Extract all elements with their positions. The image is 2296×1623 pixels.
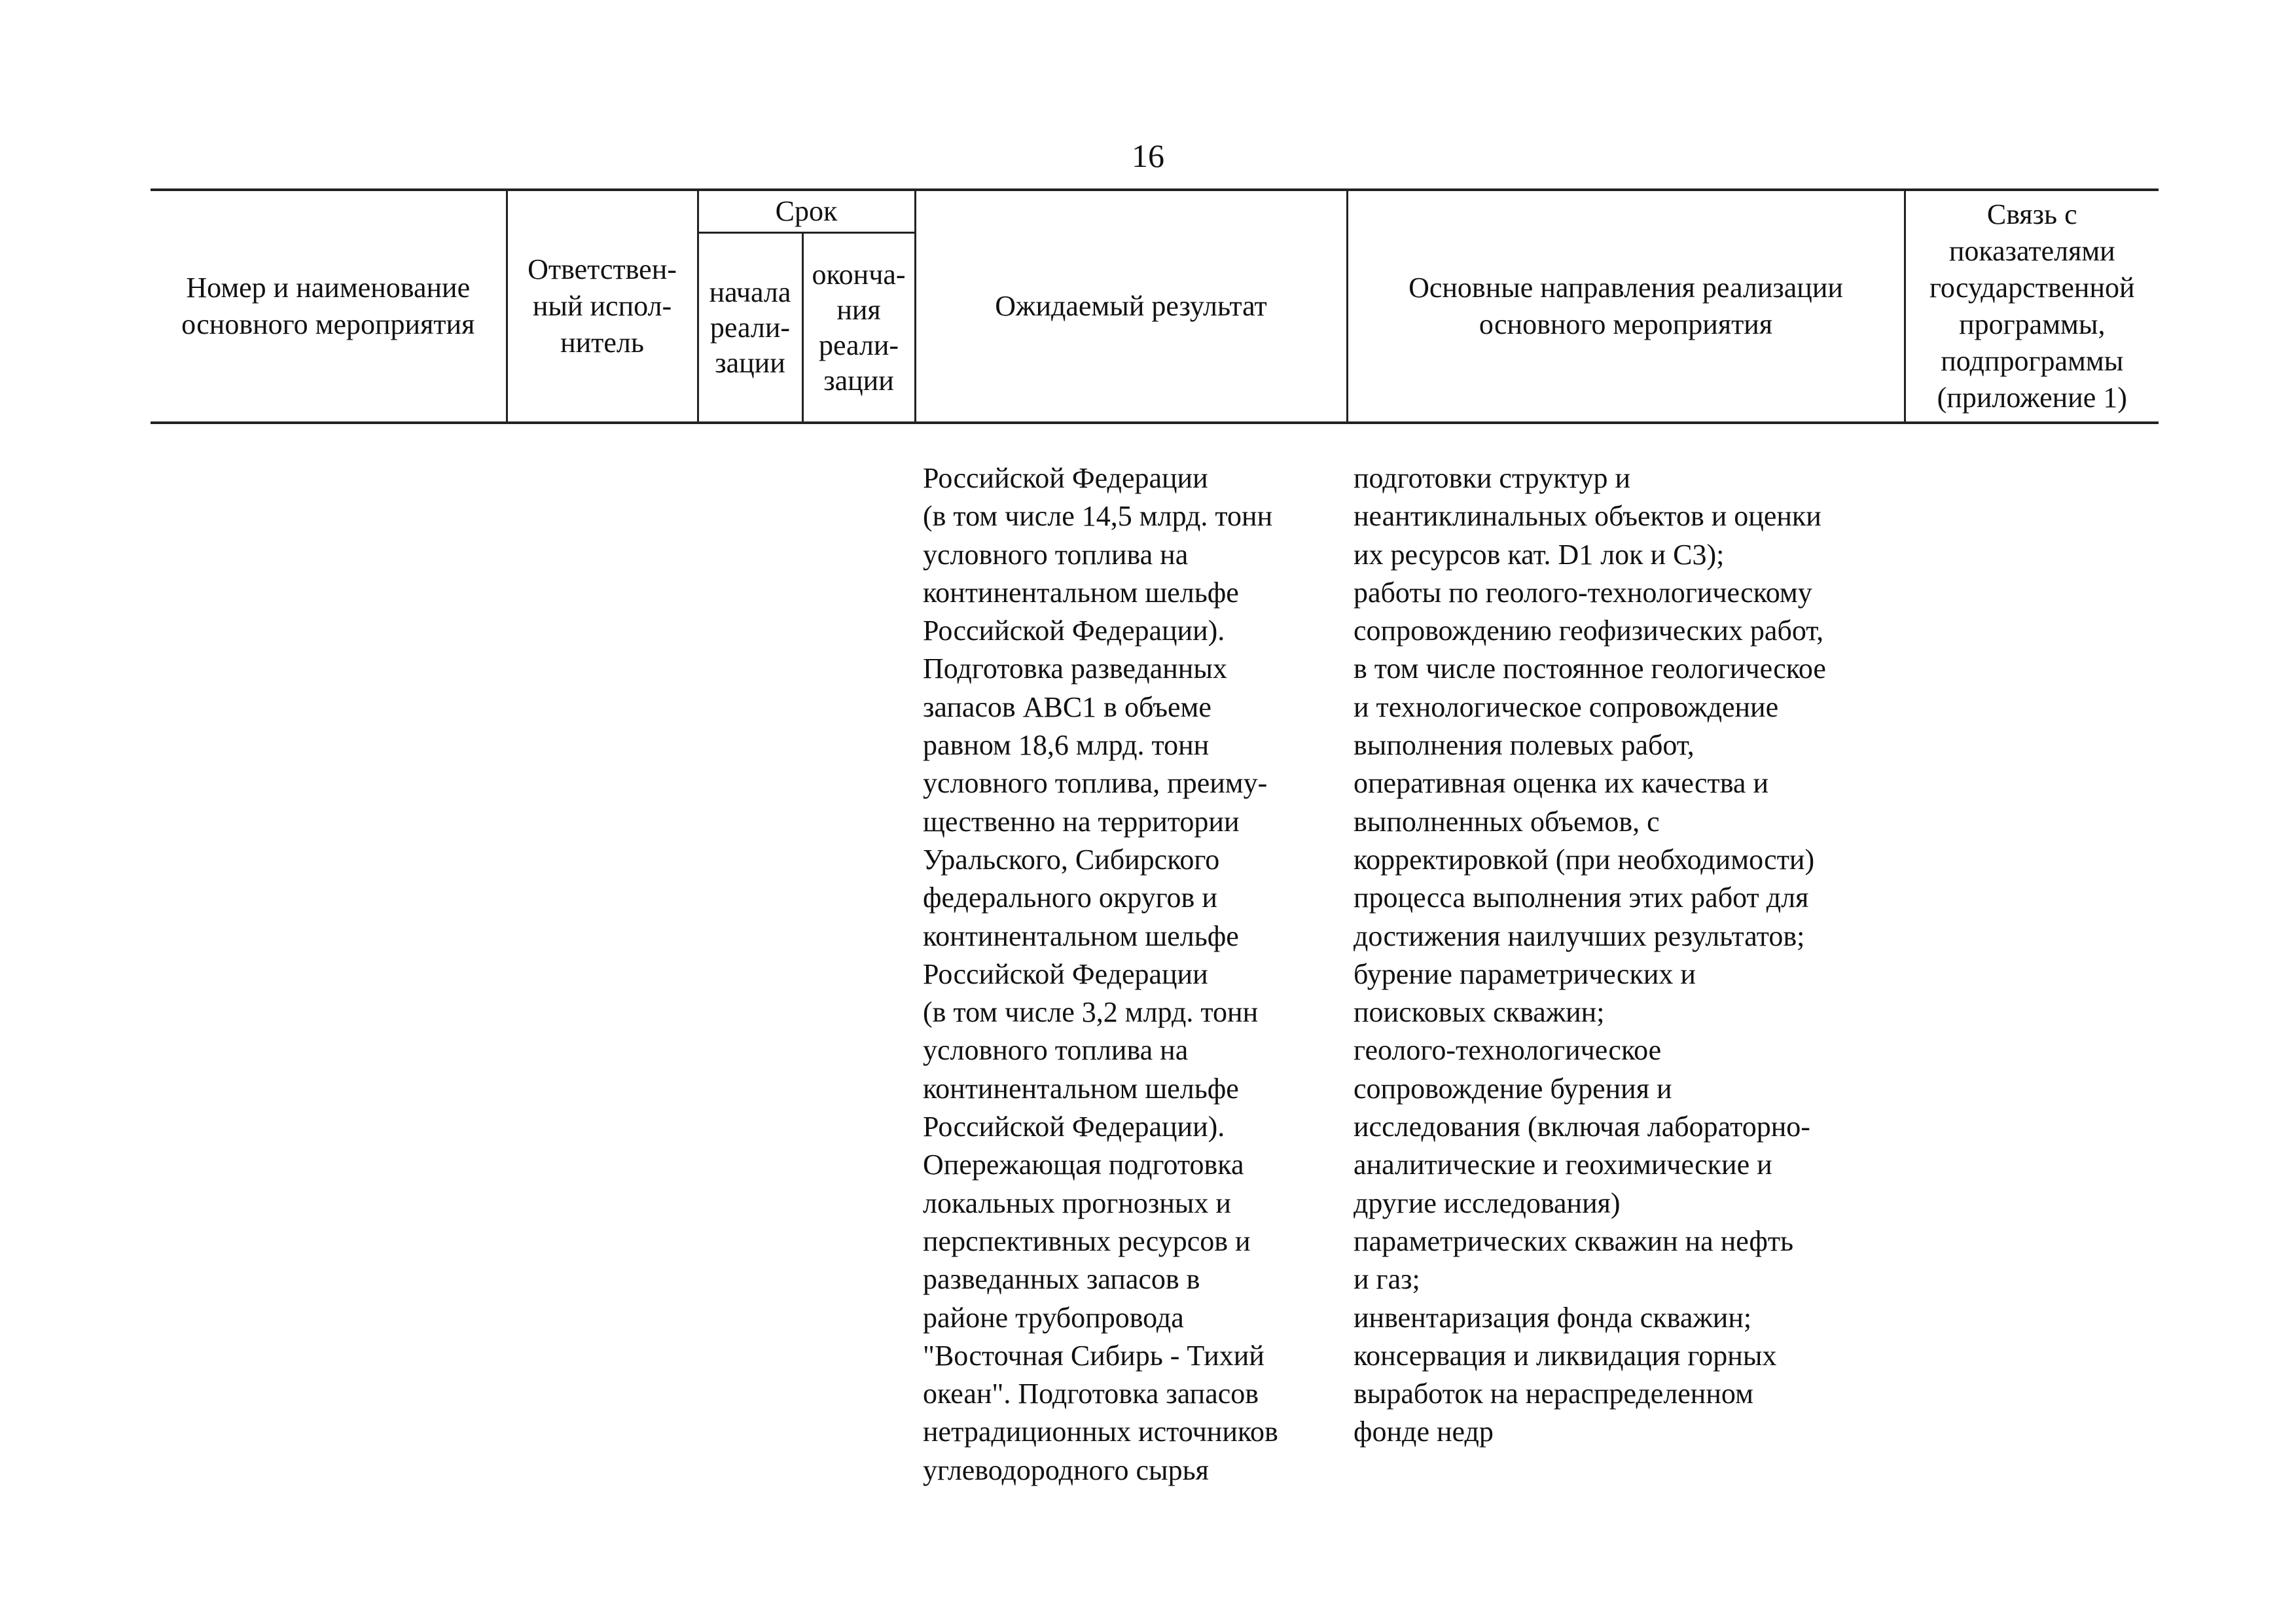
header-term-end: оконча-ния реали-зации bbox=[802, 233, 915, 423]
main-directions-text: подготовки структур и неантиклинальных объектов и оценки их ресурсов кат. D1 лок и С3); работы по геолого-технологическому сопровождению геофизических работ, в том числе постоянное геологическое и технологическое сопровождение выполнения полевых работ, оперативная оценка их качества и выполненных объемов, с корректировкой (при необходимости) процесса выполнения этих работ для достижения наилучших результатов; бурение параметрических и поисковых скважин; геолого-технологическое сопровождение бурения и исследования (включая лабораторно- аналитические и геохимические и другие исследования) параметрических скважин на нефть и газ; инвентаризация фонда скважин; консервация и ликвидация горных выработок на нераспределенном фонде недр bbox=[1354, 462, 1826, 1448]
header-term-start: начала реали-зации bbox=[698, 233, 802, 423]
header-term: Срок bbox=[698, 190, 915, 233]
header-measure: Номер и наименование основного мероприятия bbox=[151, 190, 507, 423]
header-expected-result: Ожидаемый результат bbox=[915, 190, 1347, 423]
header-executor: Ответствен-ный испол-нитель bbox=[507, 190, 698, 423]
page-number: 16 bbox=[1132, 137, 1164, 174]
header-main-directions: Основные направления реализации основного мероприятия bbox=[1347, 190, 1905, 423]
table-header bbox=[151, 188, 2159, 424]
expected-result-text: Российской Федерации (в том числе 14,5 млрд. тонн условного топлива на континентальном шельфе Российской Федерации). Подготовка разведанных запасов АВС1 в объеме равном 18,6 млрд. тонн условного топлива, преиму- щественно на территории Уральского, Сибирского федерального округов и континентальном шельфе Российской Федерации (в том числе 3,2 млрд. тонн условного топлива на континентальном шельфе Российской Федерации). Опережающая подготовка локальных прогнозных и перспективных ресурсов и разведанных запасов в районе трубопровода "Восточная Сибирь - Тихий океан". Подготовка запасов нетрадиционных источников углеводородного сырья bbox=[923, 462, 1278, 1486]
header-program-link: Связь с показателями государственной программы, подпрограммы (приложение 1) bbox=[1905, 190, 2159, 423]
